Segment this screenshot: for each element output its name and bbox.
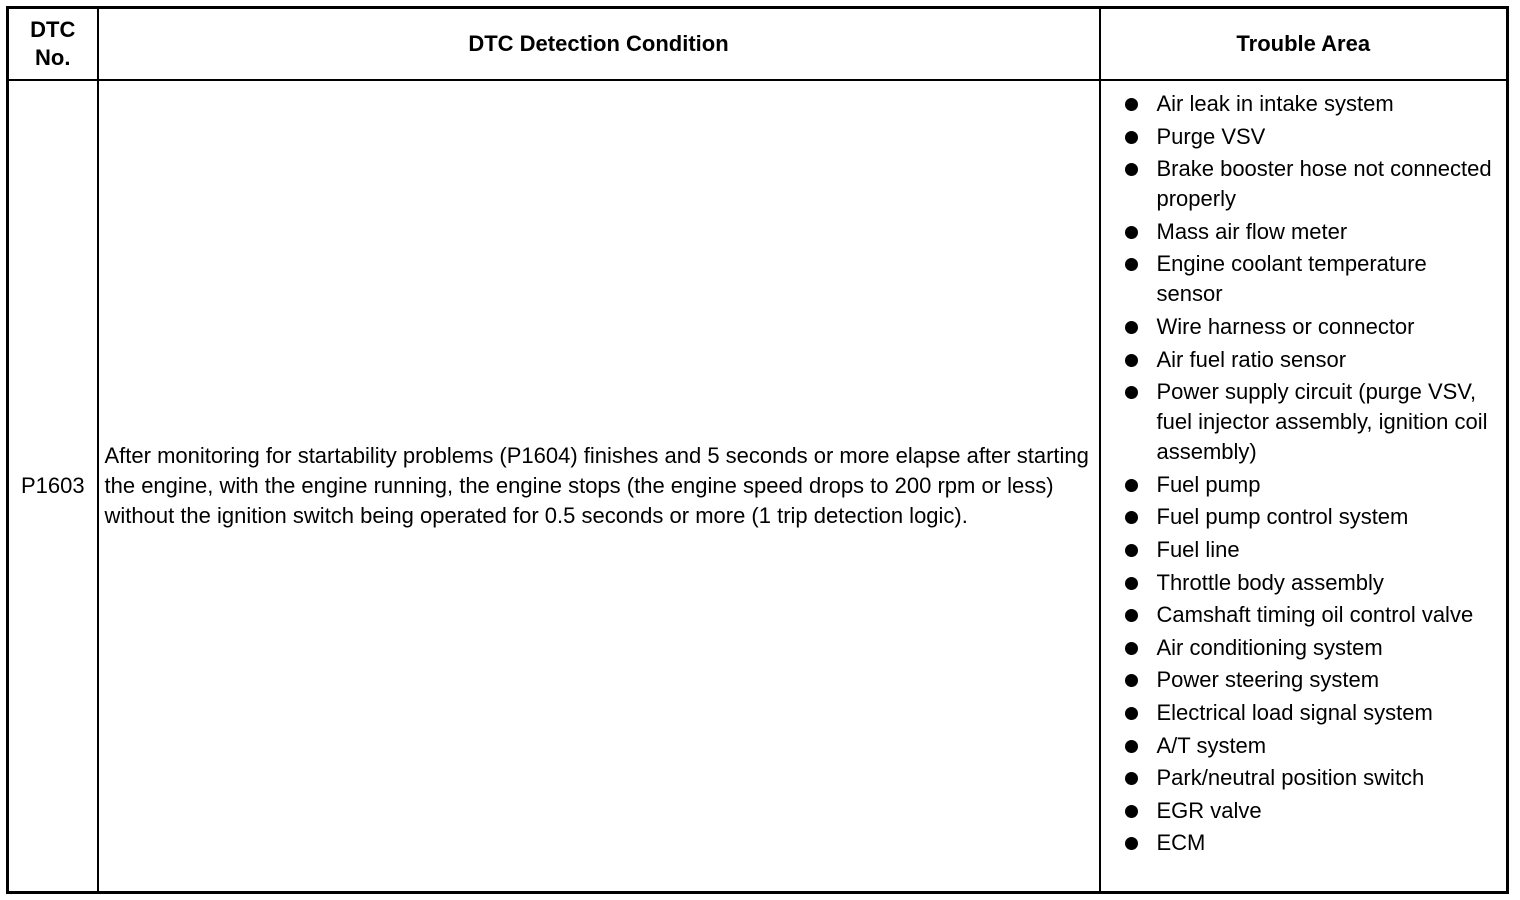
list-item [1123, 535, 1497, 565]
list-item [1123, 731, 1497, 761]
detection-condition-text: After monitoring for startability problems (P1604) finishes and 5 seconds or more elapse after starting the engine, with the engine running, the engine stops (the engine speed drops to 200 rpm or less) without the ignition switch being operated for 0.5 seconds or more (1 trip detection logic). [98, 80, 1100, 893]
list-item [1123, 217, 1497, 247]
list-item [1123, 377, 1497, 467]
bullet-icon [1125, 226, 1138, 239]
trouble-area-label: Air fuel ratio sensor [1156, 346, 1347, 372]
list-item [1123, 502, 1497, 532]
bullet-icon [1125, 577, 1138, 590]
bullet-icon [1125, 837, 1138, 850]
list-item [1123, 796, 1497, 826]
list-item [1123, 698, 1497, 728]
list-item [1123, 633, 1497, 663]
trouble-area-label: Park/neutral position switch [1156, 765, 1425, 791]
trouble-area-label: Throttle body assembly [1156, 569, 1384, 595]
list-item [1123, 89, 1497, 119]
trouble-area-label: Camshaft timing oil control valve [1156, 602, 1474, 628]
trouble-area-label: Brake booster hose not connected properly [1156, 156, 1492, 212]
bullet-icon [1125, 163, 1138, 176]
trouble-area-label: Purge VSV [1156, 123, 1266, 149]
trouble-area-label: EGR valve [1156, 797, 1262, 823]
bullet-icon [1125, 479, 1138, 492]
trouble-area-label: Mass air flow meter [1156, 218, 1348, 244]
bullet-icon [1125, 386, 1138, 399]
bullet-icon [1125, 805, 1138, 818]
table-header-row [8, 8, 1508, 81]
bullet-icon [1125, 772, 1138, 785]
bullet-icon [1125, 609, 1138, 622]
list-item [1123, 312, 1497, 342]
list-item [1123, 249, 1497, 309]
bullet-icon [1125, 544, 1138, 557]
trouble-area-label: Power supply circuit (purge VSV, fuel injector assembly, ignition coil assembly) [1156, 379, 1488, 465]
list-item [1123, 470, 1497, 500]
trouble-area-cell [1100, 80, 1508, 893]
bullet-icon [1125, 740, 1138, 753]
bullet-icon [1125, 642, 1138, 655]
trouble-area-label: A/T system [1156, 732, 1267, 758]
list-item [1123, 665, 1497, 695]
bullet-icon [1125, 674, 1138, 687]
trouble-area-label: Fuel pump [1156, 471, 1261, 497]
trouble-area-label: Wire harness or connector [1156, 313, 1415, 339]
header-dtc-no: DTC No. [8, 8, 98, 81]
dtc-code: P1603 [8, 80, 98, 893]
trouble-area-label: Air conditioning system [1156, 634, 1383, 660]
dtc-table [6, 6, 1509, 894]
trouble-area-label: ECM [1156, 830, 1206, 856]
trouble-area-label: Fuel pump control system [1156, 504, 1409, 530]
trouble-area-label: Power steering system [1156, 667, 1380, 693]
list-item [1123, 763, 1497, 793]
bullet-icon [1125, 354, 1138, 367]
list-item [1123, 345, 1497, 375]
trouble-area-label: Electrical load signal system [1156, 699, 1433, 725]
list-item [1123, 154, 1497, 214]
bullet-icon [1125, 258, 1138, 271]
list-item [1123, 828, 1497, 858]
list-item [1123, 568, 1497, 598]
trouble-area-list [1123, 89, 1497, 858]
header-detection-condition: DTC Detection Condition [98, 8, 1100, 81]
header-trouble-area: Trouble Area [1100, 8, 1508, 81]
bullet-icon [1125, 98, 1138, 111]
bullet-icon [1125, 707, 1138, 720]
table-row [8, 80, 1508, 893]
list-item [1123, 122, 1497, 152]
list-item [1123, 600, 1497, 630]
bullet-icon [1125, 511, 1138, 524]
trouble-area-label: Air leak in intake system [1156, 91, 1394, 116]
bullet-icon [1125, 321, 1138, 334]
bullet-icon [1125, 131, 1138, 144]
trouble-area-label: Engine coolant temperature sensor [1156, 251, 1427, 307]
trouble-area-label: Fuel line [1156, 536, 1240, 562]
